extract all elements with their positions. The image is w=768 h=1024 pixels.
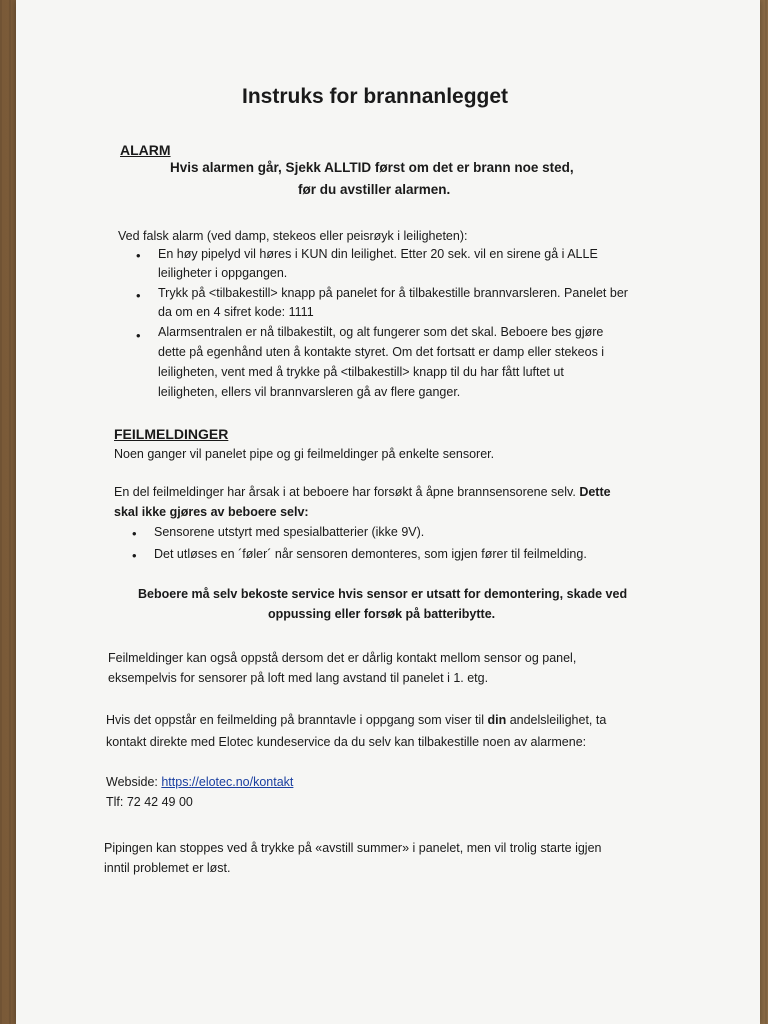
bullet-dot: • (132, 526, 137, 541)
errors-bullet1: Sensorene utstyrt med spesialbatterier (ikke 9V). (154, 525, 425, 539)
errors-paragraph5-line1: Pipingen kan stoppes ved å trykke på «avstill summer» i panelet, men vil trolig starte igjen (104, 841, 602, 855)
errors-paragraph3-line2: eksempelvis for sensorer på loft med lang avstand til panelet i 1. etg. (108, 671, 489, 685)
alarm-bullet3-line4: leiligheten, ellers vil brannvarsleren gå av flere ganger. (158, 385, 461, 399)
website-line (106, 772, 293, 792)
errors-bullet2: Det utløses en ´føler´ når sensoren demonteres, som igjen fører til feilmelding. (154, 547, 587, 561)
errors-p4-text-a: Hvis det oppstår en feilmelding på branntavle i oppgang som viser til (106, 713, 488, 727)
website-label: Webside: (106, 775, 162, 789)
errors-paragraph1: Noen ganger vil panelet pipe og gi feilmeldinger på enkelte sensorer. (114, 447, 495, 461)
errors-paragraph2-line1 (114, 482, 611, 502)
warning-line2: oppussing eller forsøk på batteribytte. (268, 607, 496, 621)
alarm-lead-line2: før du avstiller alarmen. (298, 182, 451, 197)
alarm-heading: ALARM (120, 142, 171, 158)
errors-paragraph2-line2: skal ikke gjøres av beboere selv: (114, 505, 309, 519)
phone-number: Tlf: 72 42 49 00 (106, 795, 193, 809)
errors-p2-bold: Dette (579, 485, 611, 499)
notice-paper (16, 0, 760, 1024)
bullet-dot: • (136, 288, 141, 303)
errors-paragraph4-line1 (106, 710, 606, 730)
errors-paragraph5-line2: inntil problemet er løst. (104, 861, 231, 875)
alarm-bullet3-line3: leiligheten, vent med å trykke på <tilbakestill> knapp til du har fått luftet ut (158, 365, 564, 379)
alarm-bullet2-line2: da om en 4 sifret kode: 1111 (158, 305, 314, 319)
alarm-bullet3-line1: Alarmsentralen er nå tilbakestilt, og alt fungerer som det skal. Beboere bes gjøre (158, 325, 604, 339)
website-link[interactable]: https://elotec.no/kontakt (161, 775, 294, 789)
alarm-lead-line1: Hvis alarmen går, Sjekk ALLTID først om det er brann noe sted, (170, 160, 574, 175)
warning-line1: Beboere må selv bekoste service hvis sensor er utsatt for demontering, skade ved (138, 587, 628, 601)
errors-p4-bold: din (487, 713, 507, 727)
errors-heading: FEILMELDINGER (114, 426, 229, 442)
errors-paragraph4-line2: kontakt direkte med Elotec kundeservice da du selv kan tilbakestille noen av alarmene: (106, 735, 587, 749)
page-title: Instruks for brannanlegget (242, 85, 509, 108)
alarm-bullet2-line1: Trykk på <tilbakestill> knapp på panelet for å tilbakestille brannvarsleren. Panelet ber (158, 286, 628, 300)
bullet-dot: • (136, 328, 141, 343)
bullet-dot: • (132, 548, 137, 563)
bullet-dot: • (136, 248, 141, 263)
alarm-bullet1-line1: En høy pipelyd vil høres i KUN din leilighet. Etter 20 sek. vil en sirene gå i ALLE (158, 247, 598, 261)
alarm-bullet3-line2: dette på egenhånd uten å kontakte styret. Om det fortsatt er damp eller stekeos i (158, 345, 605, 359)
errors-paragraph3-line1: Feilmeldinger kan også oppstå dersom det er dårlig kontakt mellom sensor og panel, (108, 651, 577, 665)
errors-p2-text: En del feilmeldinger har årsak i at beboere har forsøkt å åpne brannsensorene selv. (114, 485, 580, 499)
false-alarm-intro: Ved falsk alarm (ved damp, stekeos eller peisrøyk i leiligheten): (118, 229, 468, 243)
errors-p4-text-c: andelsleilighet, ta (506, 713, 607, 727)
alarm-bullet1-line2: leiligheter i oppgangen. (158, 266, 288, 280)
